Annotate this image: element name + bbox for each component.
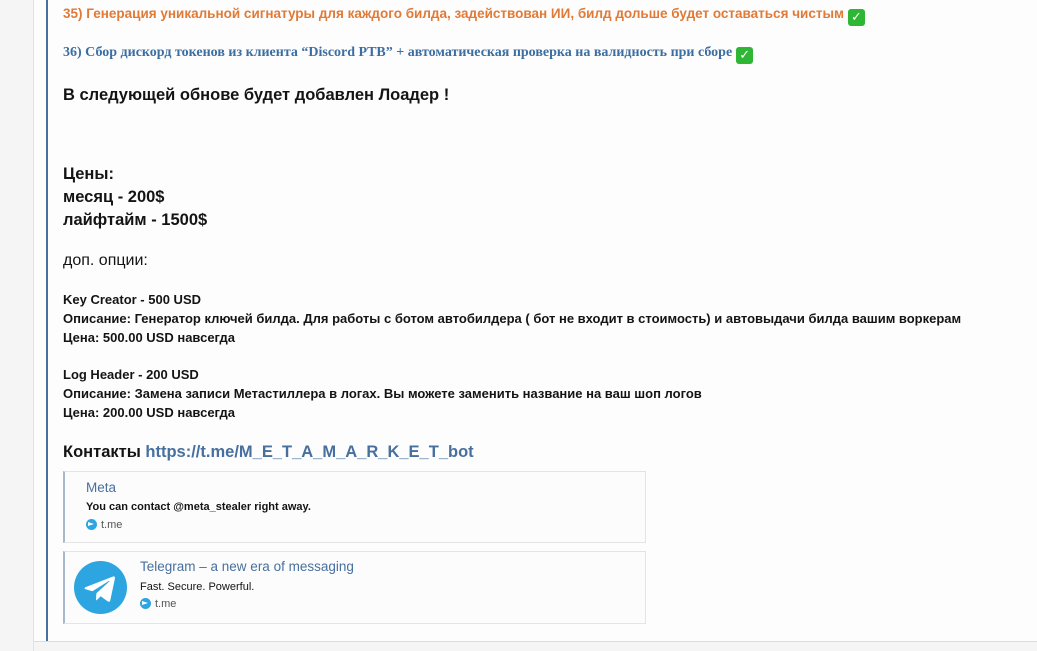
price-month: месяц - 200$: [63, 188, 165, 206]
link-embed-meta[interactable]: [63, 471, 646, 543]
options-title: доп. опции:: [63, 252, 148, 269]
prices-title: Цены:: [63, 165, 114, 183]
quote-bar: [46, 0, 48, 641]
embed-title[interactable]: Telegram – a new era of messaging: [140, 559, 354, 574]
loader-note: В следующей обнове будет добавлен Лоадер !: [63, 86, 450, 104]
embed-title[interactable]: Meta: [86, 480, 117, 495]
contacts-link[interactable]: https://t.me/M_E_T_A_M_A_R_K_E_T_bot: [145, 443, 474, 461]
option-key-creator-description: Описание: Генератор ключей билда. Для работы с ботом автобилдера ( бот не входит в стоимость) и автовыдачи билда вашим воркерам: [63, 311, 962, 326]
check-mark-icon: ✓: [848, 9, 865, 26]
option-log-header-description: Описание: Замена записи Метастиллера в логах. Вы можете заменить название на ваш шоп логов: [63, 386, 702, 401]
telegram-icon: [86, 519, 97, 530]
left-margin: [0, 0, 34, 651]
embed-site-label: t.me: [155, 598, 177, 610]
feature-item-36-text: 36) Сбор дискорд токенов из клиента “Discord PTB” + автоматическая проверка на валидность при сборе: [63, 45, 733, 60]
feature-item-35: [63, 6, 865, 26]
contacts-line: [63, 443, 474, 462]
check-mark-icon: ✓: [736, 47, 753, 64]
feature-item-35-text: 35) Генерация уникальной сигнатуры для каждого билда, задействован ИИ, билд дольше будет оставаться чистым: [63, 6, 844, 21]
option-key-creator-name: Key Creator - 500 USD: [63, 292, 201, 307]
contacts-label: Контакты: [63, 443, 141, 461]
feature-item-36: [63, 45, 753, 64]
embed-description: You can contact @meta_stealer right away.: [86, 501, 311, 513]
telegram-icon: [140, 598, 151, 609]
embed-site: [86, 519, 122, 531]
link-embed-telegram[interactable]: [63, 551, 646, 624]
embed-site-label: t.me: [101, 519, 123, 531]
embed-description: Fast. Secure. Powerful.: [140, 581, 255, 593]
option-key-creator-price: Цена: 500.00 USD навсегда: [63, 330, 235, 345]
embed-site: [140, 598, 176, 610]
option-log-header-price: Цена: 200.00 USD навсегда: [63, 405, 235, 420]
telegram-logo-icon: [74, 561, 127, 614]
option-log-header-name: Log Header - 200 USD: [63, 367, 199, 382]
price-lifetime: лайфтайм - 1500$: [63, 211, 208, 229]
